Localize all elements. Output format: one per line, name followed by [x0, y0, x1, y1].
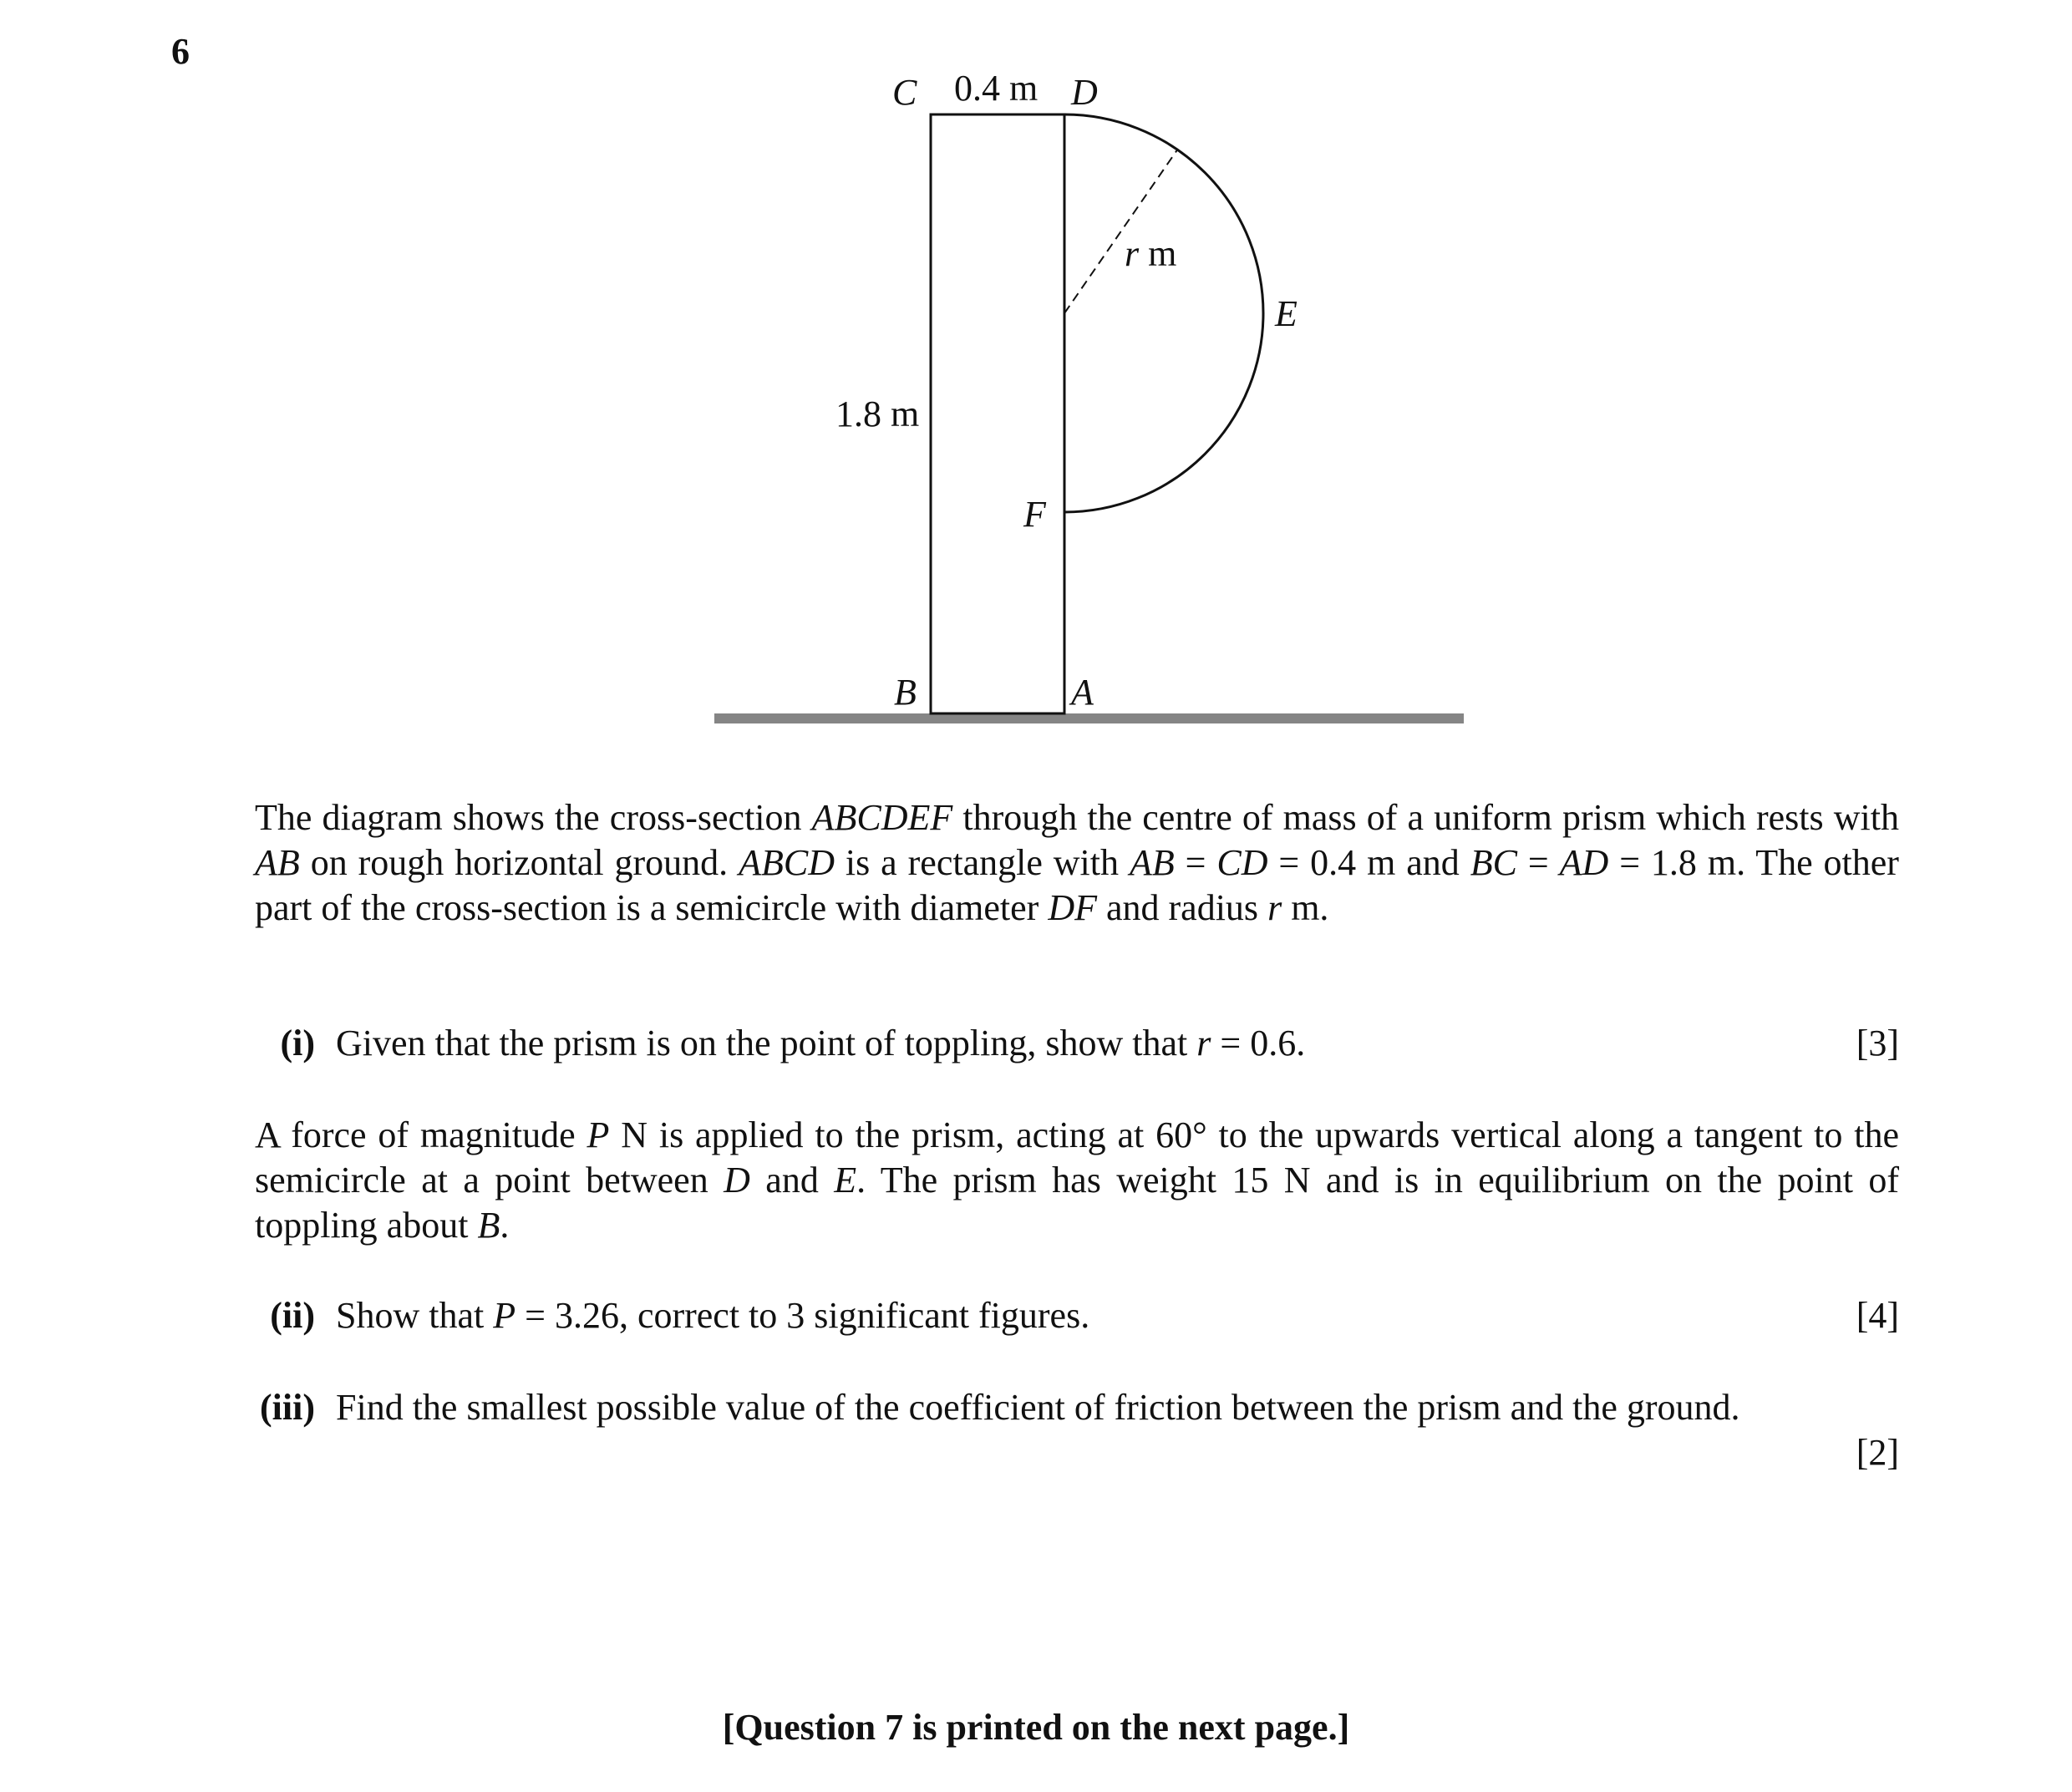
part-iii [255, 1385, 1899, 1475]
part-i-text: Given that the prism is on the point of toppling, show that r = 0.6. [336, 1023, 1306, 1064]
radius-dashed [1064, 149, 1178, 313]
label-a: A [1071, 672, 1094, 713]
part-i-marks: [3] [1856, 1023, 1899, 1064]
label-bc-length: 1.8 m [835, 393, 920, 434]
part-ii-label: (ii) [270, 1295, 315, 1336]
label-b: B [894, 672, 917, 713]
prism-diagram [0, 0, 2072, 735]
radius-variable: r [1125, 233, 1140, 274]
part-iii-label: (iii) [260, 1387, 315, 1428]
label-d: D [1071, 72, 1098, 113]
intro-paragraph: The diagram shows the cross-section ABCDEF through the centre of mass of a uniform prism which rests with AB on rough horizontal ground. ABCD is a rectangle with AB = CD = 0.4 m and BC = AD = 1.8 m. The other part of the cross-section is a semicircle with diameter DF and radius r m. [255, 797, 1899, 928]
part-iii-marks: [2] [1856, 1432, 1899, 1473]
middle-paragraph: A force of magnitude P N is applied to the prism, acting at 60° to the upwards vertical along a tangent to the semicircle at a point between D and E. The prism has weight 15 N and is in equilibrium on the point of toppling about B. [255, 1114, 1899, 1246]
rectangle-abcd [931, 114, 1064, 713]
radius-unit: m [1139, 233, 1177, 274]
label-e: E [1275, 293, 1298, 334]
semicircle-def [1064, 114, 1263, 512]
part-ii-text: Show that P = 3.26, correct to 3 significant figures. [336, 1295, 1090, 1336]
part-i [255, 1021, 1899, 1066]
question-number: 6 [171, 31, 190, 72]
label-cd-length: 0.4 m [954, 68, 1039, 109]
label-c: C [892, 72, 917, 113]
footer-note: [Question 7 is printed on the next page.] [722, 1707, 1350, 1748]
part-ii-marks: [4] [1856, 1295, 1899, 1336]
part-ii [255, 1293, 1899, 1338]
part-i-label: (i) [280, 1023, 315, 1064]
label-radius [1125, 233, 1176, 274]
part-iii-text: Find the smallest possible value of the coefficient of friction between the prism and the ground. [336, 1387, 1740, 1428]
label-f: F [1023, 494, 1046, 535]
